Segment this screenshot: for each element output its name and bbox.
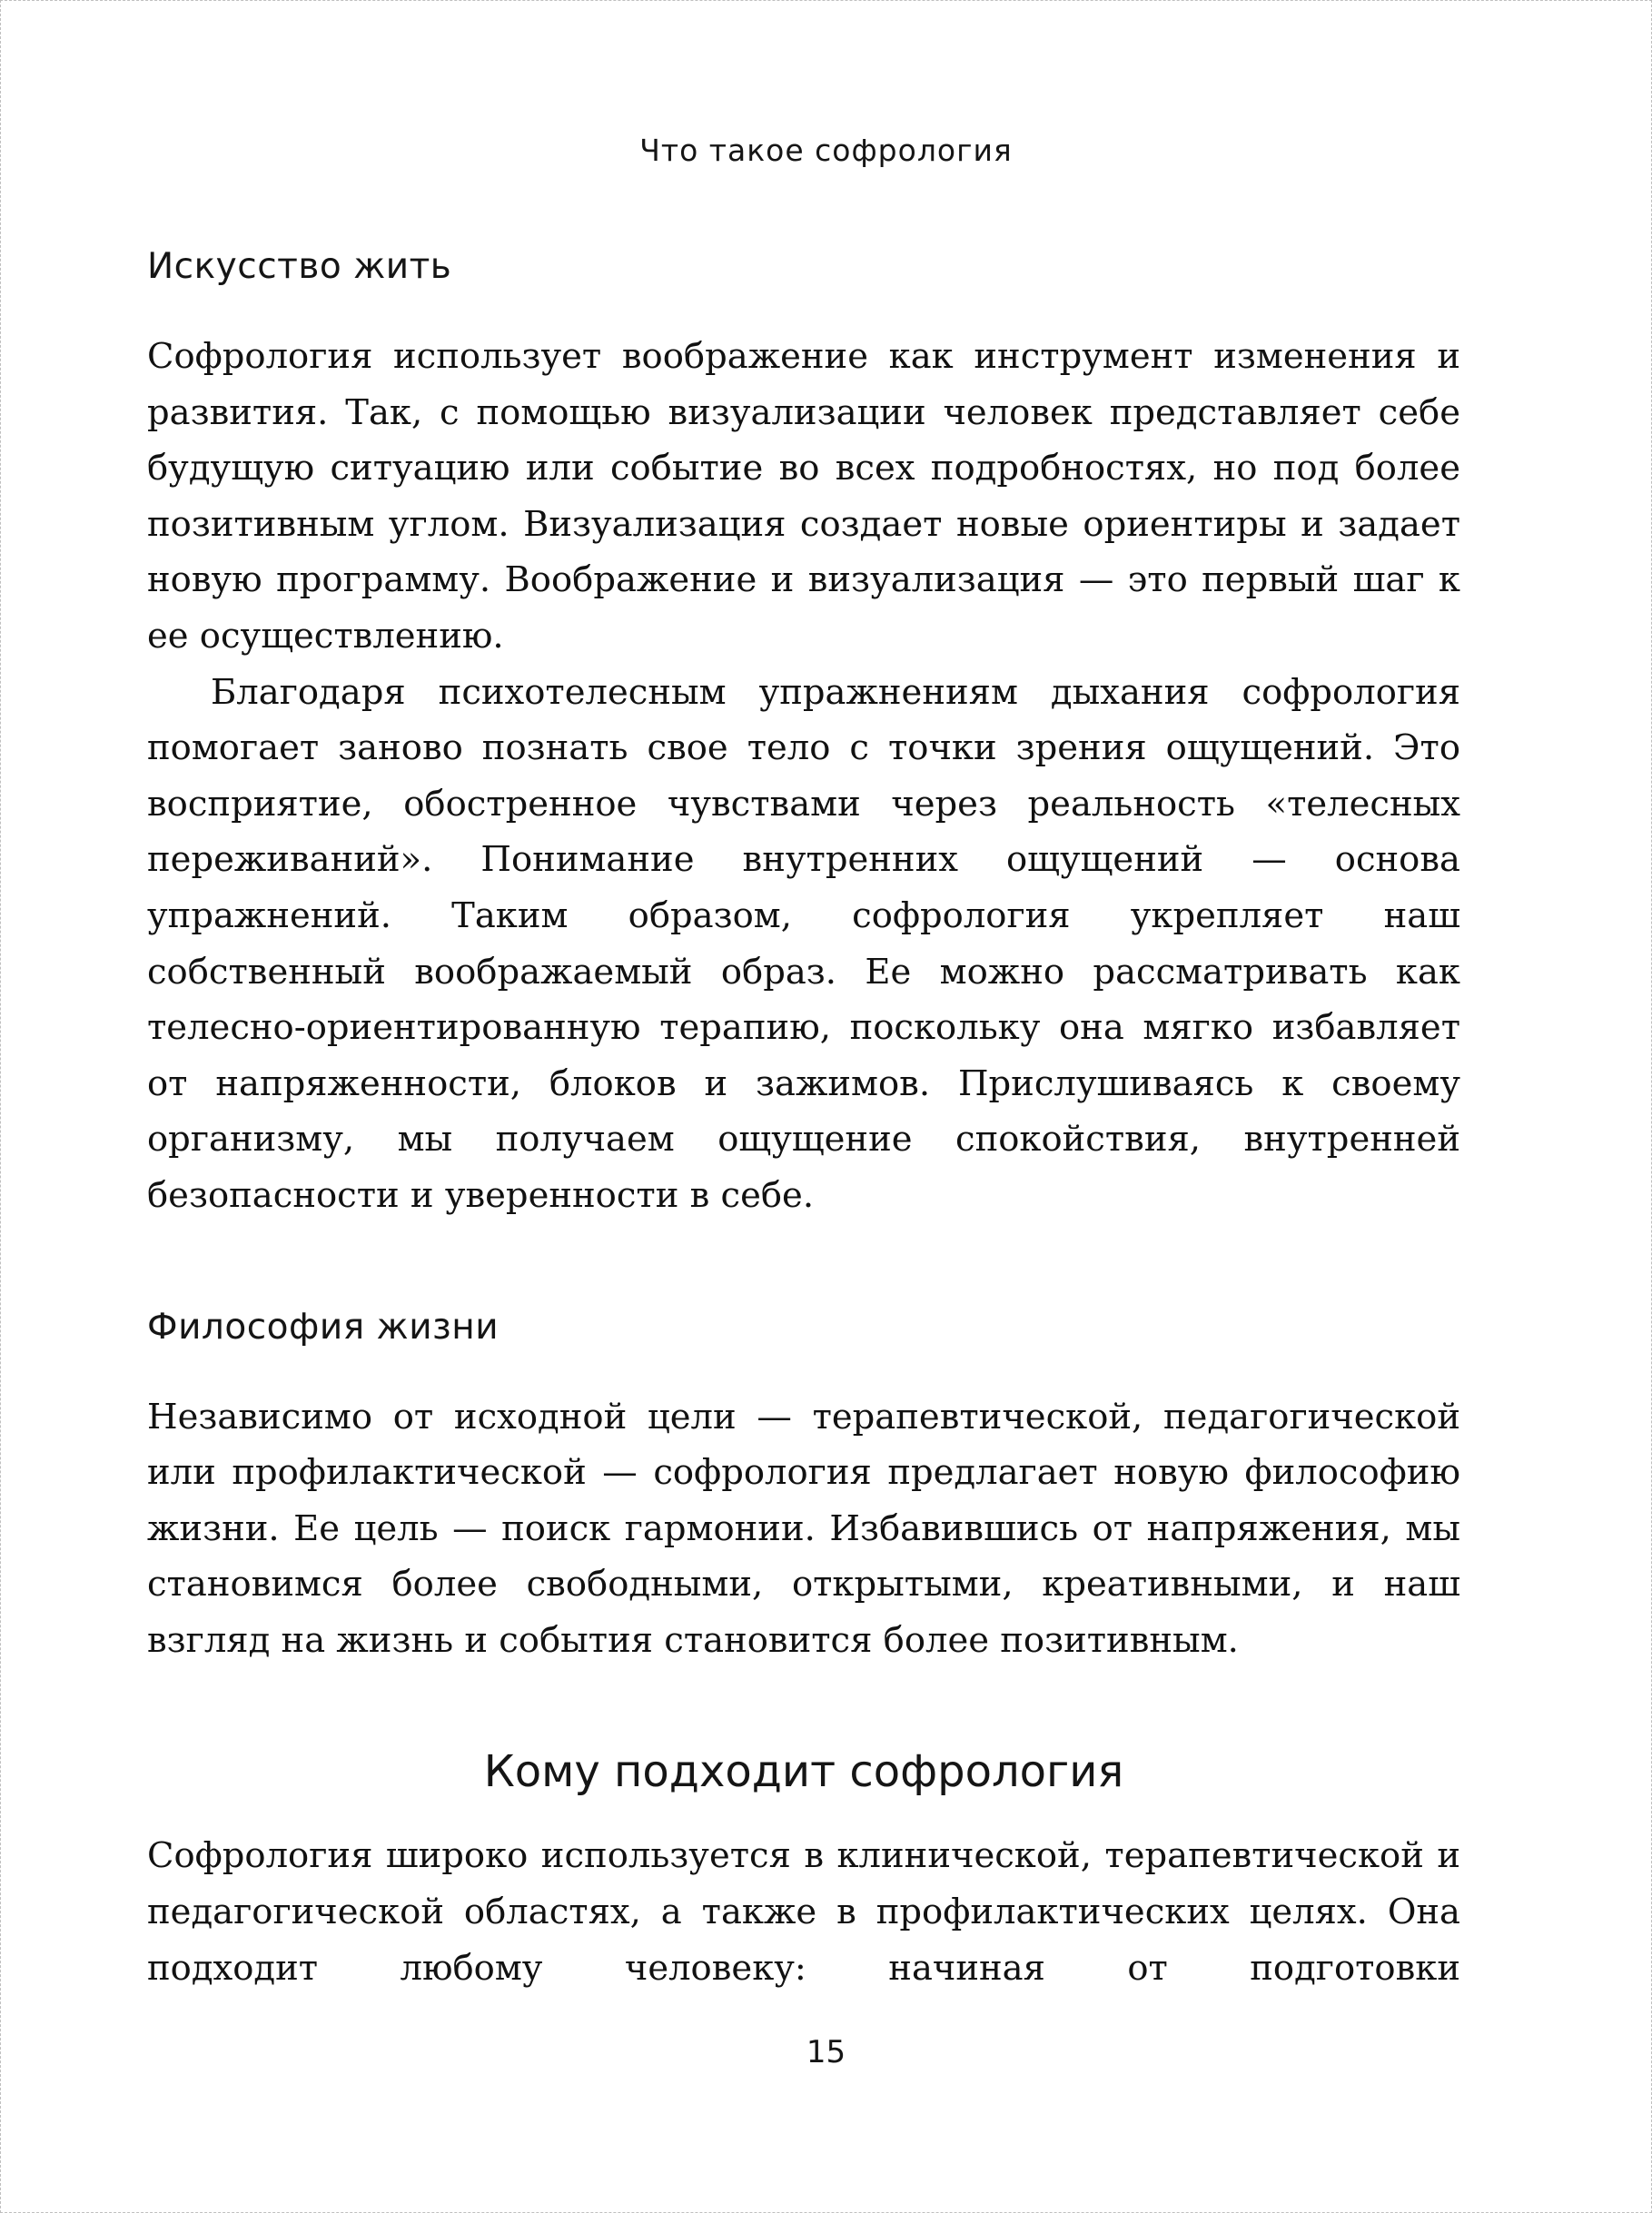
paragraph: Благодаря психотелесным упражнениям дыхания софрология помогает заново познать свое тело с точки зрения ощущений. Это восприятие, обостренное чувствами через реальность «телесных переживаний». Понимание внутренних ощущений — основа упражнений. Таким образом, софрология укрепляет наш собственный воображаемый образ. Ее можно рассматривать как телесно-ориентированную терапию, поскольку она мягко избавляет от напряженности, блоков и зажимов. Прислушиваясь к своему организму, мы получаем ощущение спокойствия, внутренней безопасности и уверенности в себе. xyxy=(147,671,1460,1216)
page-body xyxy=(147,238,1460,1996)
paragraph: Софрология широко используется в клинической, терапевтической и педагогической областях, а также в профилактических целях. Она подходит любому человеку: начиная от подготовки xyxy=(147,1835,1460,1989)
running-header: Что такое софрология xyxy=(639,133,1013,168)
paragraph: Софрология использует воображение как инструмент изменения и развития. Так, с помощью визуализации человек представляет себе будущую ситуацию или событие во всех подробностях, но под более позитивным углом. Визуализация создает новые ориентиры и задает новую программу. Воображение и визуализация — это первый шаг к ее осуществлению. xyxy=(147,336,1460,657)
section-heading-who-is-it-for: Кому подходит софрология xyxy=(483,1746,1124,1798)
subheading-philosophy-of-life: Философия жизни xyxy=(147,1306,500,1348)
subheading-art-of-living: Искусство жить xyxy=(147,246,452,287)
page-number: 15 xyxy=(806,2034,846,2070)
paragraph: Независимо от исходной цели — терапевтической, педагогической или профилактической — софрология предлагает новую философию жизни. Ее цель — поиск гармонии. Избавившись от напряжения, мы становимся более свободными, открытыми, креативными, и наш взгляд на жизнь и события становится более позитивным. xyxy=(147,1396,1460,1661)
